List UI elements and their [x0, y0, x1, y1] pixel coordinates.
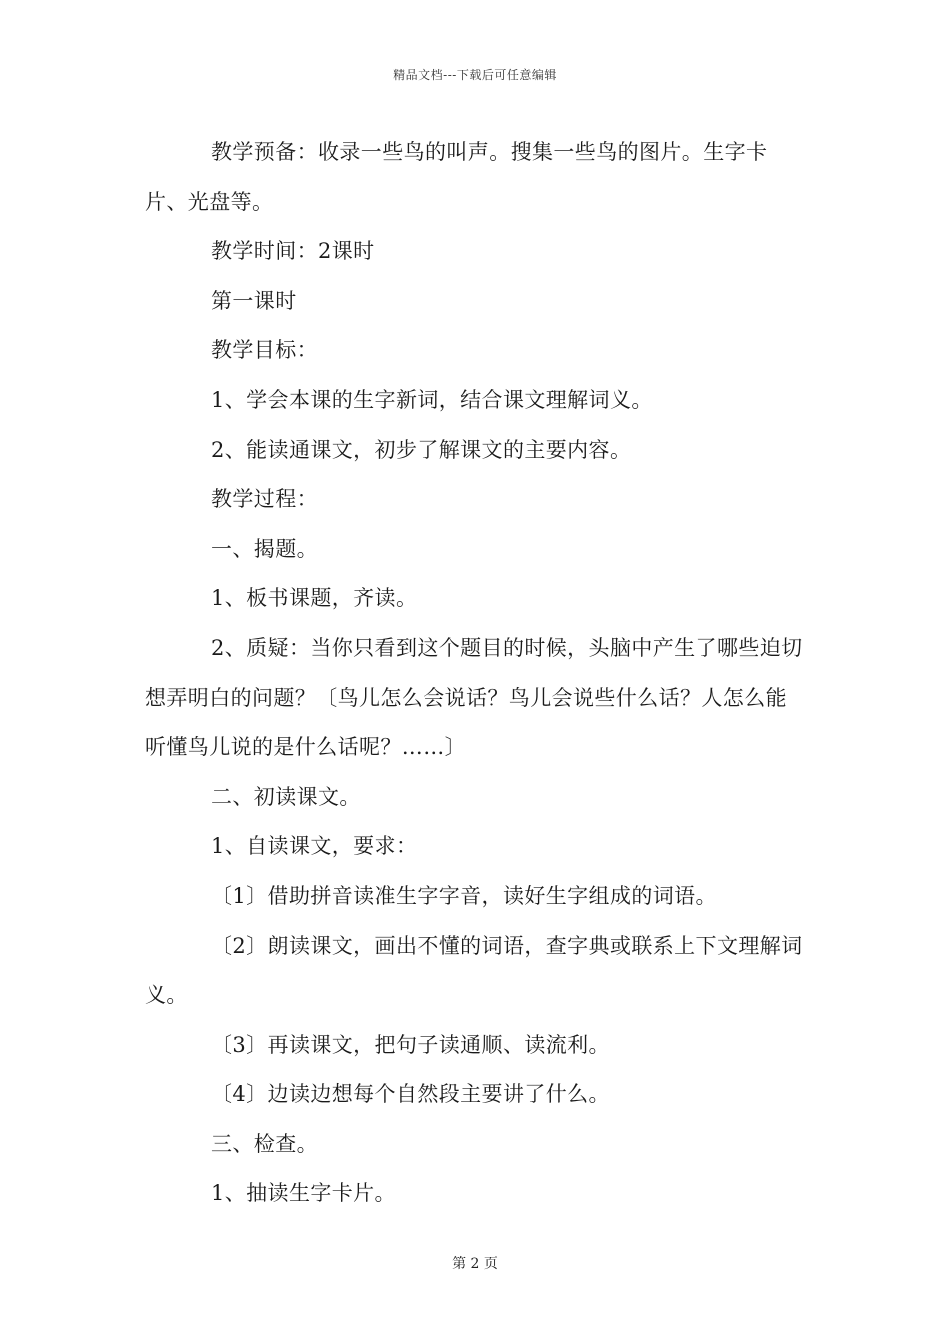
- paragraph-section-1-item-2: 2、质疑：当你只看到这个题目的时候，头脑中产生了哪些迫切想弄明白的问题？〔鸟儿怎么会说话？鸟儿会说些什么话？人怎么能听懂鸟儿说的是什么话呢？……〕: [145, 635, 803, 760]
- paragraph-section-3: 三、检查。: [211, 1131, 318, 1156]
- page-header: 精品文档---下载后可任意编辑: [393, 68, 557, 82]
- paragraph-section-1-item-1: 1、板书课题，齐读。: [211, 586, 418, 611]
- paragraph-section-2-item-1: 1、自读课文，要求：: [211, 834, 418, 859]
- paragraph-teaching-time: 教学时间：2课时: [211, 239, 375, 264]
- paragraph-first-lesson: 第一课时: [211, 288, 297, 313]
- paragraph-requirement-3: 〔3〕再读课文，把句子读通顺、读流利。: [211, 1032, 610, 1057]
- paragraph-objective-2: 2、能读通课文，初步了解课文的主要内容。: [211, 437, 632, 462]
- paragraph-section-1: 一、揭题。: [211, 536, 318, 561]
- paragraph-requirement-1: 〔1〕借助拼音读准生字字音，读好生字组成的词语。: [211, 883, 717, 908]
- paragraph-section-2: 二、初读课文。: [211, 784, 361, 809]
- paragraph-preparation: 教学预备：收录一些鸟的叫声。搜集一些鸟的图片。生字卡片、光盘等。: [145, 140, 768, 214]
- paragraph-requirement-2: 〔2〕朗读课文，画出不懂的词语，查字典或联系上下文理解词义。: [145, 933, 803, 1008]
- document-body: [145, 128, 807, 1219]
- page-number: 第 2 页: [452, 1256, 498, 1272]
- paragraph-process-heading: 教学过程：: [211, 487, 318, 512]
- paragraph-objectives-heading: 教学目标：: [211, 338, 318, 363]
- paragraph-requirement-4: 〔4〕边读边想每个自然段主要讲了什么。: [211, 1082, 610, 1107]
- paragraph-section-3-item-1: 1、抽读生字卡片。: [211, 1181, 396, 1206]
- paragraph-objective-1: 1、学会本课的生字新词，结合课文理解词义。: [211, 387, 653, 412]
